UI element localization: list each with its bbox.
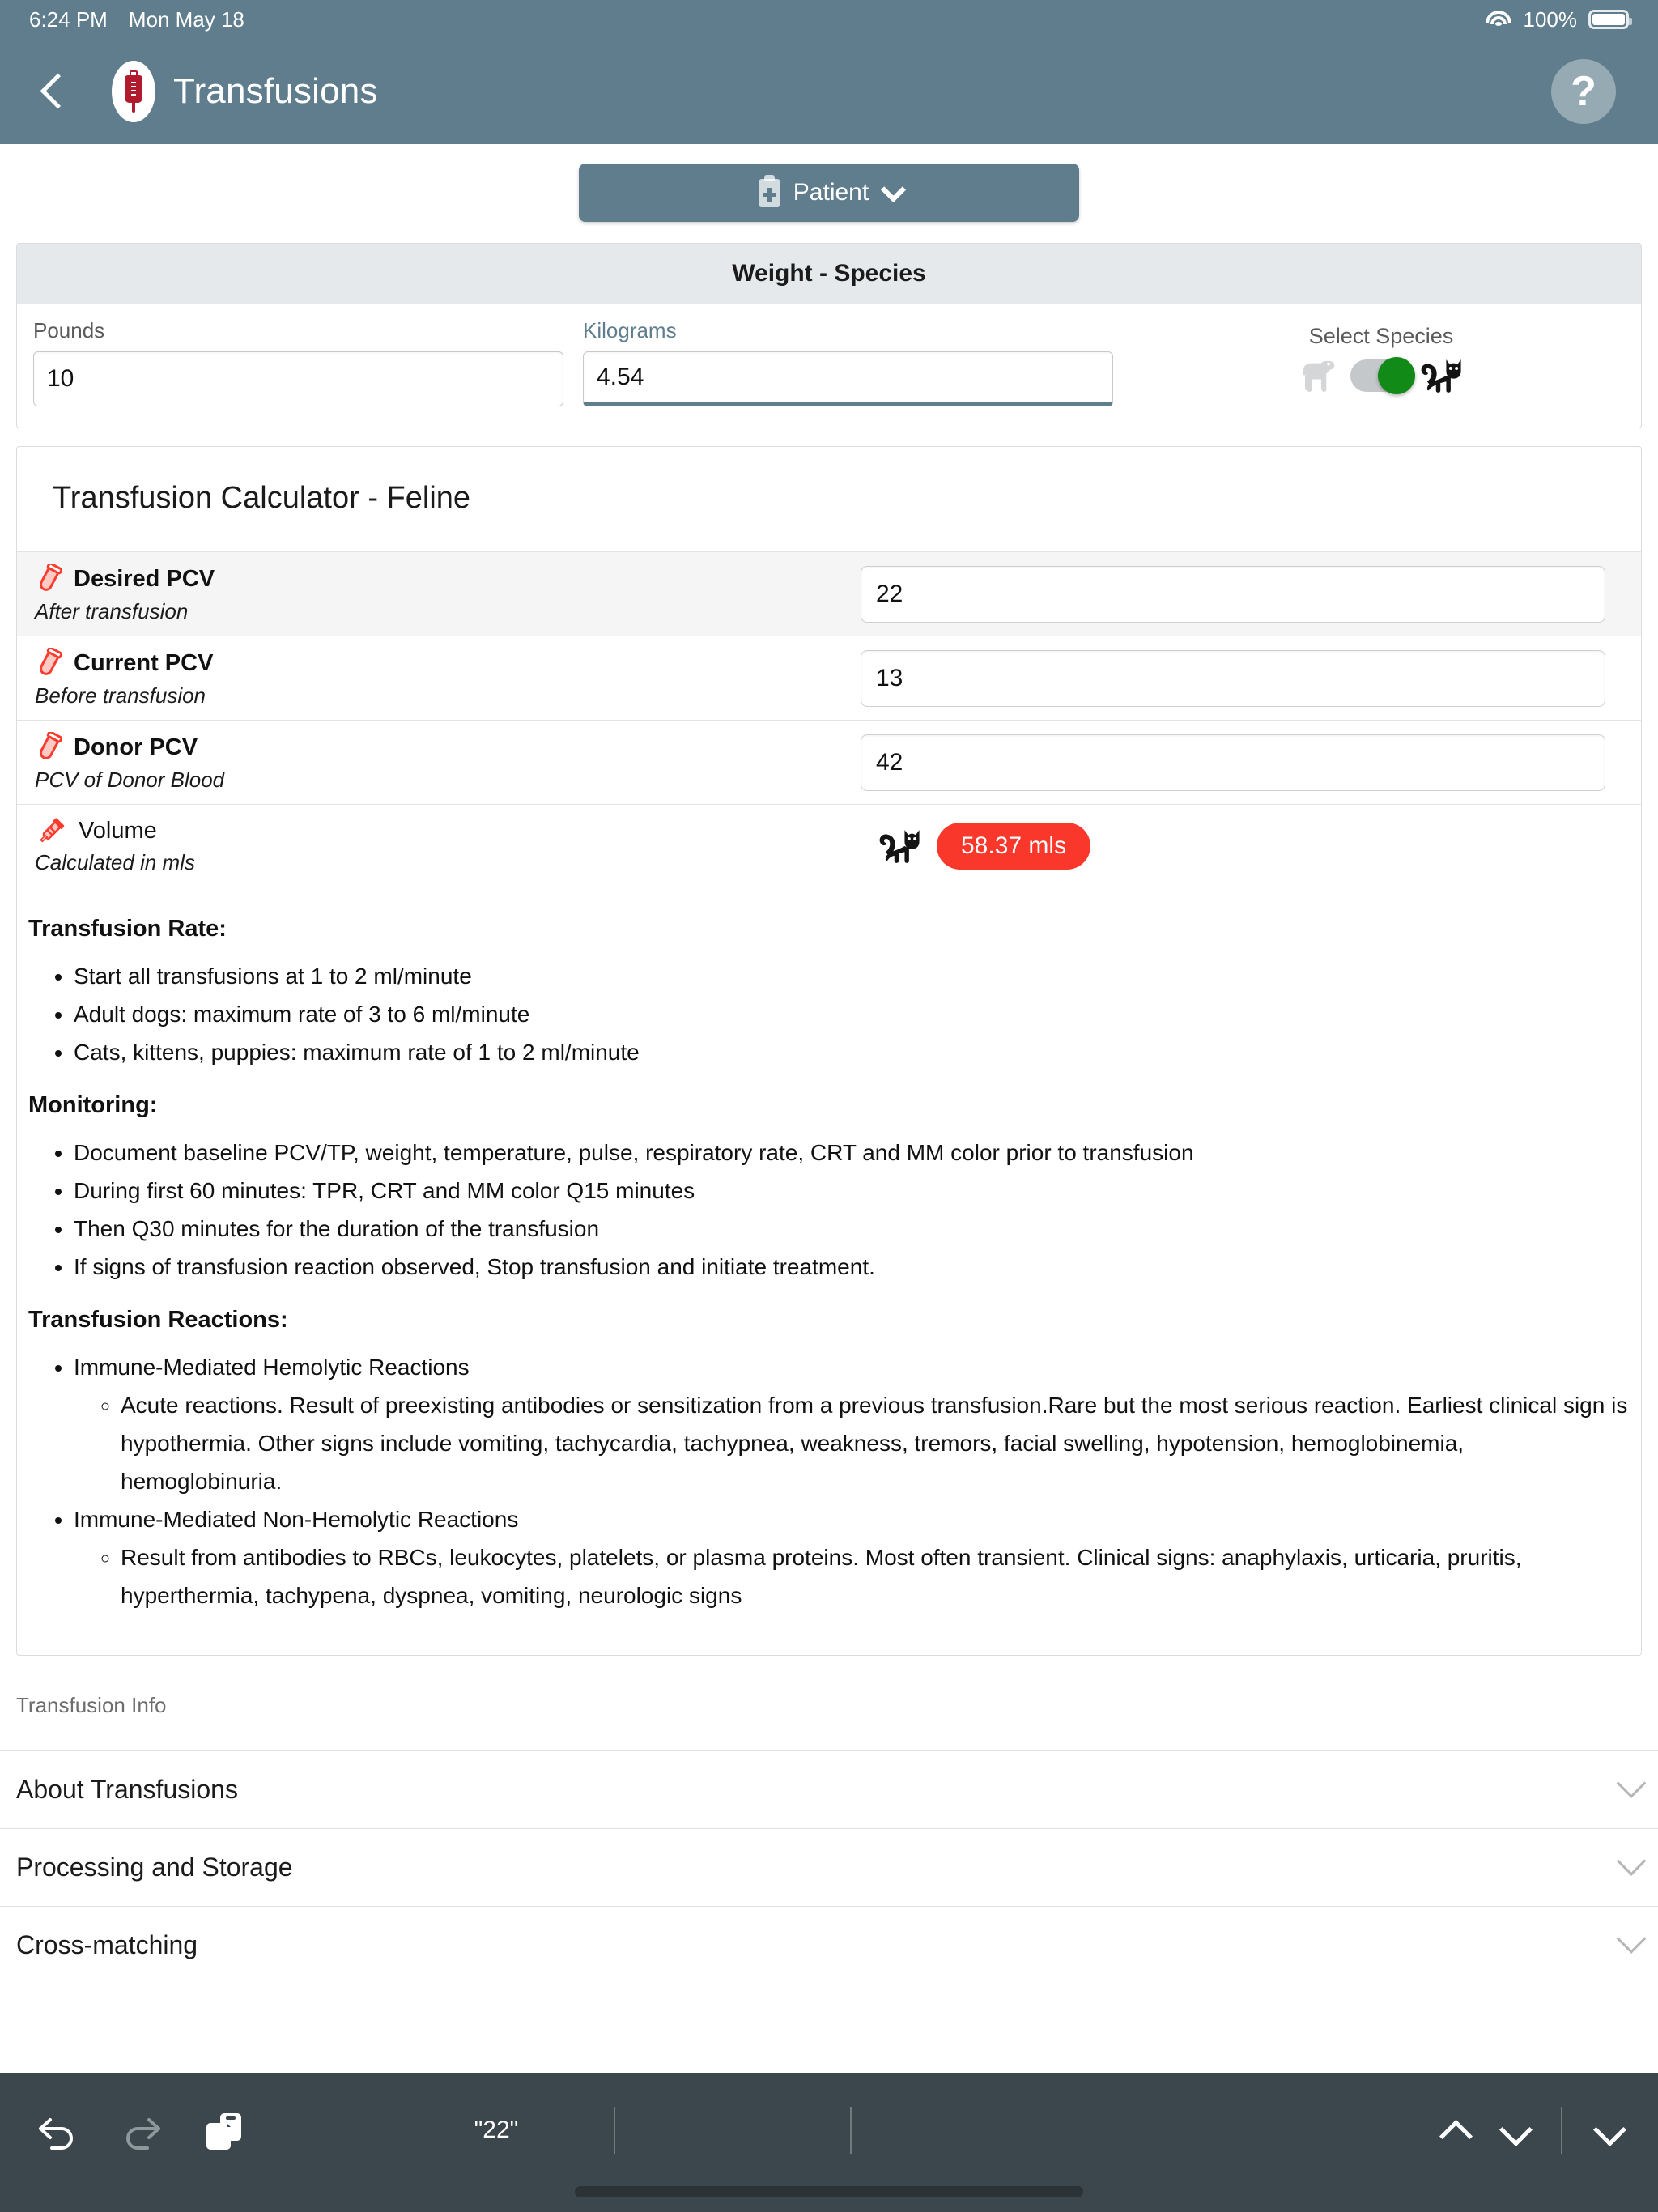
- volume-title-row: [35, 816, 861, 845]
- clipboard-plus-icon: [759, 179, 780, 207]
- cat-icon[interactable]: [1418, 355, 1465, 396]
- patient-button-container: [0, 144, 1658, 243]
- weight-species-header: Weight - Species: [17, 244, 1641, 304]
- list-item: • Start all transfusions at 1 to 2 ml/minute: [74, 957, 1630, 995]
- transfusion-info-text: [17, 887, 1641, 1655]
- wifi-icon: [1485, 9, 1512, 30]
- transfusion-reactions-heading: Transfusion Reactions:: [28, 1307, 288, 1334]
- list-item: • Document baseline PCV/TP, weight, temperature, pulse, respiratory rate, CRT and MM color prior to transfusion: [74, 1134, 1630, 1172]
- donor-pcv-title: Donor PCV: [74, 734, 198, 760]
- keyboard-suggestions: [379, 2107, 1086, 2154]
- transfusion-rate-heading: Transfusion Rate:: [28, 916, 227, 942]
- species-toggle-knob: [1378, 357, 1415, 394]
- kilograms-field-group: [583, 318, 1113, 406]
- desired-pcv-title: Desired PCV: [74, 565, 215, 592]
- battery-percent-label: 100%: [1523, 6, 1577, 32]
- list-item: • During first 60 minutes: TPR, CRT and MM color Q15 minutes: [74, 1172, 1630, 1210]
- list-item: • Then Q30 minutes for the duration of the transfusion: [74, 1210, 1630, 1248]
- current-pcv-title: Current PCV: [74, 649, 214, 676]
- accordion-label: Processing and Storage: [16, 1853, 293, 1882]
- status-bar: [0, 0, 1658, 39]
- volume-title: Volume: [79, 817, 157, 844]
- current-pcv-title-row: [35, 648, 861, 678]
- transfusion-calculator-card: [16, 446, 1642, 1656]
- home-indicator: [575, 2186, 1083, 2197]
- donor-pcv-subtitle: PCV of Donor Blood: [35, 768, 225, 792]
- chevron-up-icon[interactable]: [1441, 2116, 1469, 2144]
- calculator-title: Transfusion Calculator - Feline: [53, 481, 471, 515]
- pounds-label: Pounds: [33, 318, 105, 342]
- list-item: ◦ Result from antibodies to RBCs, leukocytes, platelets, or plasma proteins. Most often transient. Clinical signs: anaphylaxis, urticaria, pruritis, hyperthermia, tachypena, dyspnea, vomiting, neurologic signs: [121, 1538, 1630, 1614]
- volume-subtitle: Calculated in mls: [35, 850, 195, 874]
- chevron-down-icon[interactable]: [1501, 2116, 1528, 2144]
- patient-button-label: Patient: [793, 179, 869, 206]
- desired-pcv-row: [17, 551, 1641, 636]
- kilograms-label: Kilograms: [583, 318, 677, 342]
- patient-selector-button[interactable]: [579, 164, 1079, 222]
- desired-pcv-title-row: [35, 564, 861, 594]
- volume-label-group: [35, 816, 861, 875]
- species-selector: [1137, 324, 1625, 406]
- pounds-field-group: [33, 318, 563, 406]
- monitoring-list: [28, 1134, 1630, 1286]
- nav-bar: [0, 39, 1658, 144]
- pounds-input[interactable]: [33, 351, 563, 406]
- keyboard-bar-divider: [1561, 2107, 1562, 2154]
- blood-tube-icon: [35, 732, 62, 763]
- redo-icon[interactable]: [118, 2107, 165, 2154]
- donor-pcv-input[interactable]: [861, 734, 1605, 791]
- dismiss-keyboard-icon[interactable]: [1595, 2116, 1622, 2144]
- desired-pcv-input[interactable]: [861, 566, 1605, 623]
- list-item: • If signs of transfusion reaction observed, Stop transfusion and initiate treatment.: [74, 1248, 1630, 1286]
- status-time: 6:24 PM: [29, 6, 108, 32]
- undo-icon[interactable]: [34, 2107, 81, 2154]
- kilograms-input[interactable]: [583, 351, 1113, 406]
- desired-pcv-label-group: [35, 564, 861, 624]
- status-bar-left: [29, 7, 244, 32]
- donor-pcv-title-row: [35, 732, 861, 763]
- cat-icon: [877, 826, 924, 866]
- keyboard-bar-left: [0, 2107, 249, 2154]
- suggestion-divider: [850, 2107, 852, 2154]
- transfusion-reactions-list: [28, 1348, 1630, 1614]
- list-item: • Cats, kittens, puppies: maximum rate of 1 to 2 ml/minute: [74, 1033, 1630, 1071]
- paste-icon[interactable]: [202, 2107, 249, 2154]
- volume-row: [17, 804, 1641, 887]
- donor-pcv-row: [17, 720, 1641, 804]
- volume-result-badge: 58.37 mls: [937, 823, 1090, 870]
- blood-bag-icon: [112, 61, 155, 122]
- transfusion-rate-list: [28, 957, 1630, 1071]
- current-pcv-subtitle: Before transfusion: [35, 683, 206, 708]
- status-date: Mon May 18: [128, 6, 244, 32]
- transfusion-info-section-label: Transfusion Info: [16, 1693, 167, 1718]
- list-item: • Adult dogs: maximum rate of 3 to 6 ml/minute: [74, 995, 1630, 1033]
- status-bar-right: [1485, 7, 1630, 32]
- weight-species-card: [16, 243, 1642, 428]
- back-button[interactable]: [36, 74, 71, 109]
- blood-tube-icon: [35, 564, 62, 594]
- accordion-label: Cross-matching: [16, 1930, 198, 1960]
- page-title: Transfusions: [173, 71, 378, 111]
- syringe-icon: [35, 816, 67, 845]
- volume-result-group: [877, 823, 1090, 870]
- chevron-down-icon: [1617, 1924, 1647, 1954]
- keyboard-accessory-bar: [0, 2073, 1658, 2212]
- current-pcv-label-group: [35, 648, 861, 708]
- chevron-down-icon: [881, 177, 906, 202]
- chevron-down-icon: [1617, 1768, 1647, 1798]
- current-pcv-row: [17, 636, 1641, 720]
- chevron-down-icon: [1617, 1846, 1647, 1876]
- list-item: • Immune-Mediated Hemolytic Reactions: [74, 1348, 1630, 1386]
- reaction-1-sublist: [74, 1386, 1630, 1500]
- accordion-processing-and-storage[interactable]: [0, 1828, 1658, 1906]
- desired-pcv-subtitle: After transfusion: [35, 599, 189, 623]
- species-toggle[interactable]: [1350, 359, 1412, 392]
- suggestion-divider: [614, 2107, 615, 2154]
- help-button[interactable]: ?: [1551, 59, 1616, 124]
- suggestion-quoted-text[interactable]: "22": [474, 2116, 519, 2143]
- accordion-cross-matching[interactable]: [0, 1906, 1658, 1984]
- accordion-about-transfusions[interactable]: [0, 1750, 1658, 1828]
- current-pcv-input[interactable]: [861, 650, 1605, 707]
- battery-icon: [1588, 10, 1629, 29]
- accordion-label: About Transfusions: [16, 1775, 238, 1805]
- dog-icon[interactable]: [1297, 356, 1344, 395]
- list-item: ◦ Acute reactions. Result of preexisting antibodies or sensitization from a previous transfusion.Rare but the most serious reaction. Earliest clinical sign is hypothermia. Other signs include vomiting, tachycardia, tachypnea, weakness, tremors, facial swelling, hypotension, hemoglobinemia, hemoglobinuria.: [121, 1386, 1630, 1500]
- weight-species-body: [17, 304, 1641, 428]
- select-species-label: Select Species: [1308, 324, 1454, 348]
- list-item: • Immune-Mediated Non-Hemolytic Reactions: [74, 1500, 1630, 1538]
- keyboard-bar-right: [1441, 2107, 1658, 2154]
- blood-tube-icon: [35, 648, 62, 678]
- species-toggle-row: [1297, 355, 1465, 396]
- reaction-2-sublist: [74, 1538, 1630, 1614]
- donor-pcv-label-group: [35, 732, 861, 793]
- monitoring-heading: Monitoring:: [28, 1092, 158, 1119]
